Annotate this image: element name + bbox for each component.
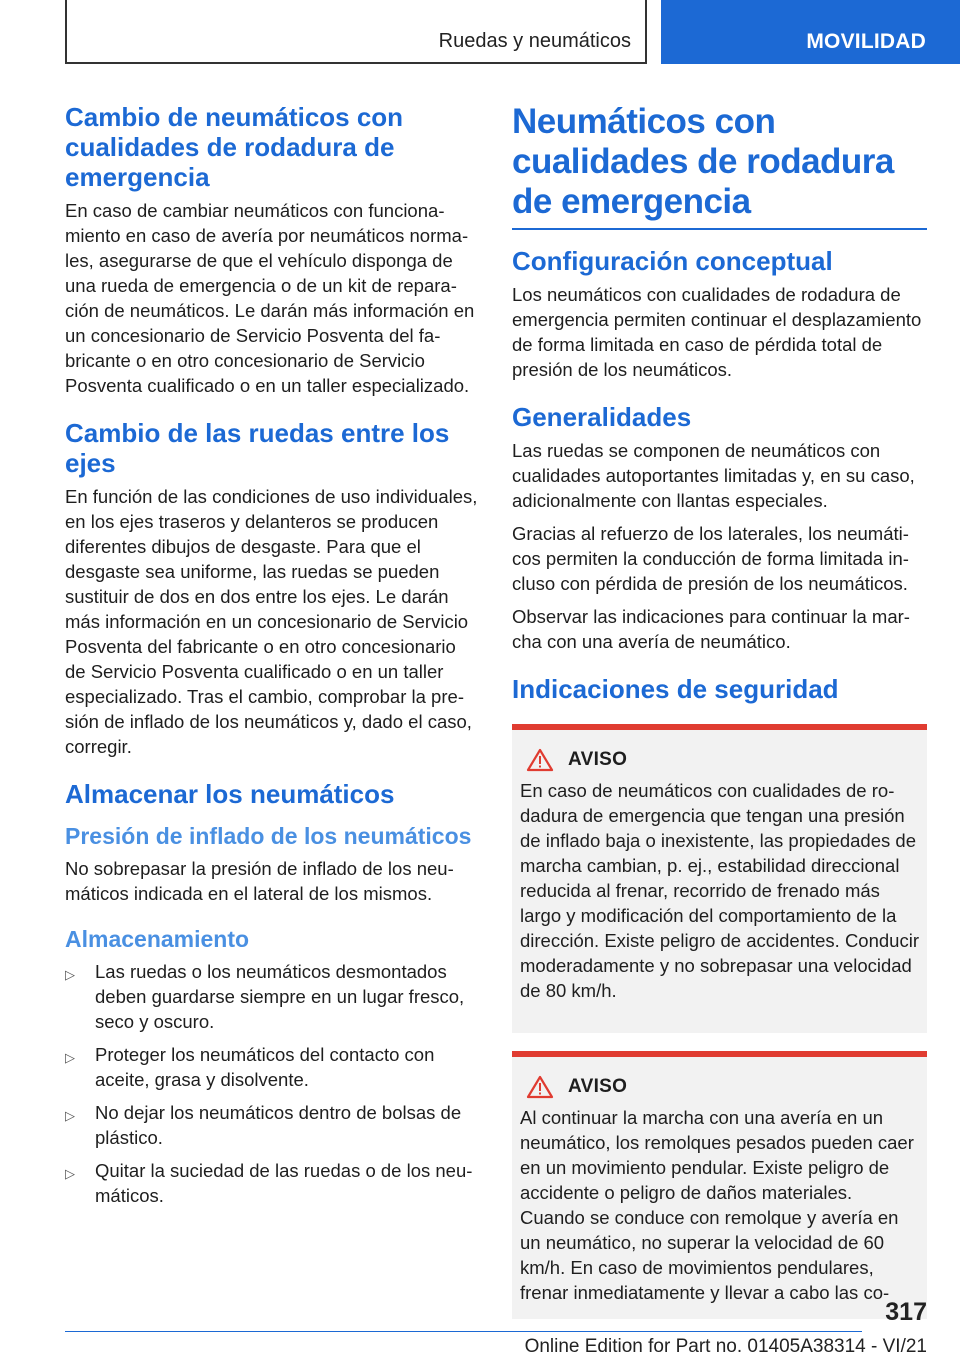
heading-configuracion: Configuración conceptual	[512, 246, 833, 276]
footer-divider	[65, 1331, 862, 1332]
paragraph-cambio-emergencia: En caso de cambiar neumáticos con funcionamiento en caso de avería por neumáticos normales, asegurarse de que el vehículo disponga de una rueda de emergencia o de un kit de reparación de neumáticos. Le darán más información en un concesionario de Servicio Posventa del fabricante o en otro concesionario de Servicio Posventa cualificado o en un taller especializado.	[65, 200, 475, 396]
header-section-title: Ruedas y neumáticos	[438, 30, 631, 52]
heading-cambio-emergencia: Cambio de neumáticos con cualidades de rodadura de emergencia	[65, 102, 404, 192]
warning-title: AVISO	[568, 749, 628, 770]
warning-triangle-icon	[526, 748, 554, 772]
left-column	[65, 102, 480, 1216]
header-section-box	[65, 0, 647, 64]
list-item: ▷ Quitar la suciedad de las ruedas o de los neumáticos.	[65, 1160, 473, 1206]
heading-almacenamiento: Almacenamiento	[65, 926, 250, 952]
triangle-right-icon: ▷	[65, 967, 75, 982]
list-item: ▷ No dejar los neumáticos dentro de bolsas de plástico.	[65, 1102, 462, 1148]
chapter-title: Neumáticos con cualidades de rodadura de emergencia	[512, 102, 894, 221]
page-number: 317	[885, 1298, 927, 1326]
warning-triangle-icon	[526, 1075, 554, 1099]
triangle-right-icon: ▷	[65, 1108, 75, 1123]
paragraph-presion: No sobrepasar la presión de inflado de los neumáticos indicada en el lateral de los mismos.	[65, 858, 454, 904]
heading-presion: Presión de inflado de los neumáticos	[65, 823, 472, 849]
heading-generalidades: Generalidades	[512, 402, 692, 432]
warning-box	[512, 724, 927, 1033]
heading-almacenar: Almacenar los neumáticos	[65, 779, 395, 809]
warning-box	[512, 1051, 927, 1319]
warning-text: En caso de neumáticos con cualidades de rodadura de emergencia que tengan una presión de inflado baja o inexistente, las propiedades de marcha cambian, p. ej., estabilidad direccional reducida al frenar, recorrido de frenado más largo y modificación del comportamiento de la dirección. Existe peligro de accidentes. Conducir moderadamente y no sobrepasar una velocidad de 80 km/h.	[520, 780, 919, 1001]
title-divider	[512, 228, 927, 230]
triangle-right-icon: ▷	[65, 1166, 75, 1181]
header-chapter-tab[interactable]	[661, 0, 960, 64]
triangle-right-icon: ▷	[65, 1050, 75, 1065]
list-item: ▷ Las ruedas o los neumáticos desmontados deben guardarse siempre en un lugar fresco, seco y oscuro.	[65, 961, 465, 1032]
warning-text: Al continuar la marcha con una avería en un neumático, los remolques pesados pueden caer en un movimiento pendular. Existe peligro de accidente o peligro de daños materiales. Cuando se conduce con remolque y avería en un neumático, no superar la velocidad de 60 km/h. En caso de movimientos pendulares, frenar inmediatamente y llevar a cabo las co-	[520, 1107, 914, 1303]
paragraph-generalidades-1: Las ruedas se componen de neumáticos con cualidades autoportantes limitadas y, en su caso, adicionalmente con llantas especiales.	[512, 440, 915, 511]
storage-list	[65, 959, 480, 1208]
footer-edition: Online Edition for Part no. 01405A38314 - VI/21	[524, 1336, 927, 1357]
header-chapter-label: MOVILIDAD	[806, 30, 926, 53]
paragraph-generalidades-2: Gracias al refuerzo de los laterales, los neumáticos permiten la conducción de forma limitada incluso con pérdida de presión de los neumáticos.	[512, 523, 909, 594]
warning-title: AVISO	[568, 1076, 628, 1097]
heading-cambio-ejes: Cambio de las ruedas entre los ejes	[65, 418, 450, 478]
paragraph-configuracion: Los neumáticos con cualidades de rodadura de emergencia permiten continuar el desplazamiento de forma limitada en caso de pérdida total de presión de los neumáticos.	[512, 284, 922, 380]
paragraph-generalidades-3: Observar las indicaciones para continuar la marcha con una avería de neumático.	[512, 606, 910, 652]
right-column	[512, 102, 927, 1319]
heading-seguridad: Indicaciones de seguridad	[512, 674, 839, 704]
paragraph-cambio-ejes: En función de las condiciones de uso individuales, en los ejes traseros y delanteros se producen diferentes dibujos de desgaste. Para que el desgaste sea uniforme, las ruedas se pueden sustituir de dos en dos entre los ejes. Le darán más información en un concesionario de Servicio Posventa del fabricante o en otro concesionario de Servicio Posventa cualificado o en un taller especializado. Tras el cambio, comprobar la presión de inflado de los neumáticos y, dado el caso, corregir.	[65, 486, 478, 757]
list-item: ▷ Proteger los neumáticos del contacto con aceite, grasa y disolvente.	[65, 1044, 435, 1090]
